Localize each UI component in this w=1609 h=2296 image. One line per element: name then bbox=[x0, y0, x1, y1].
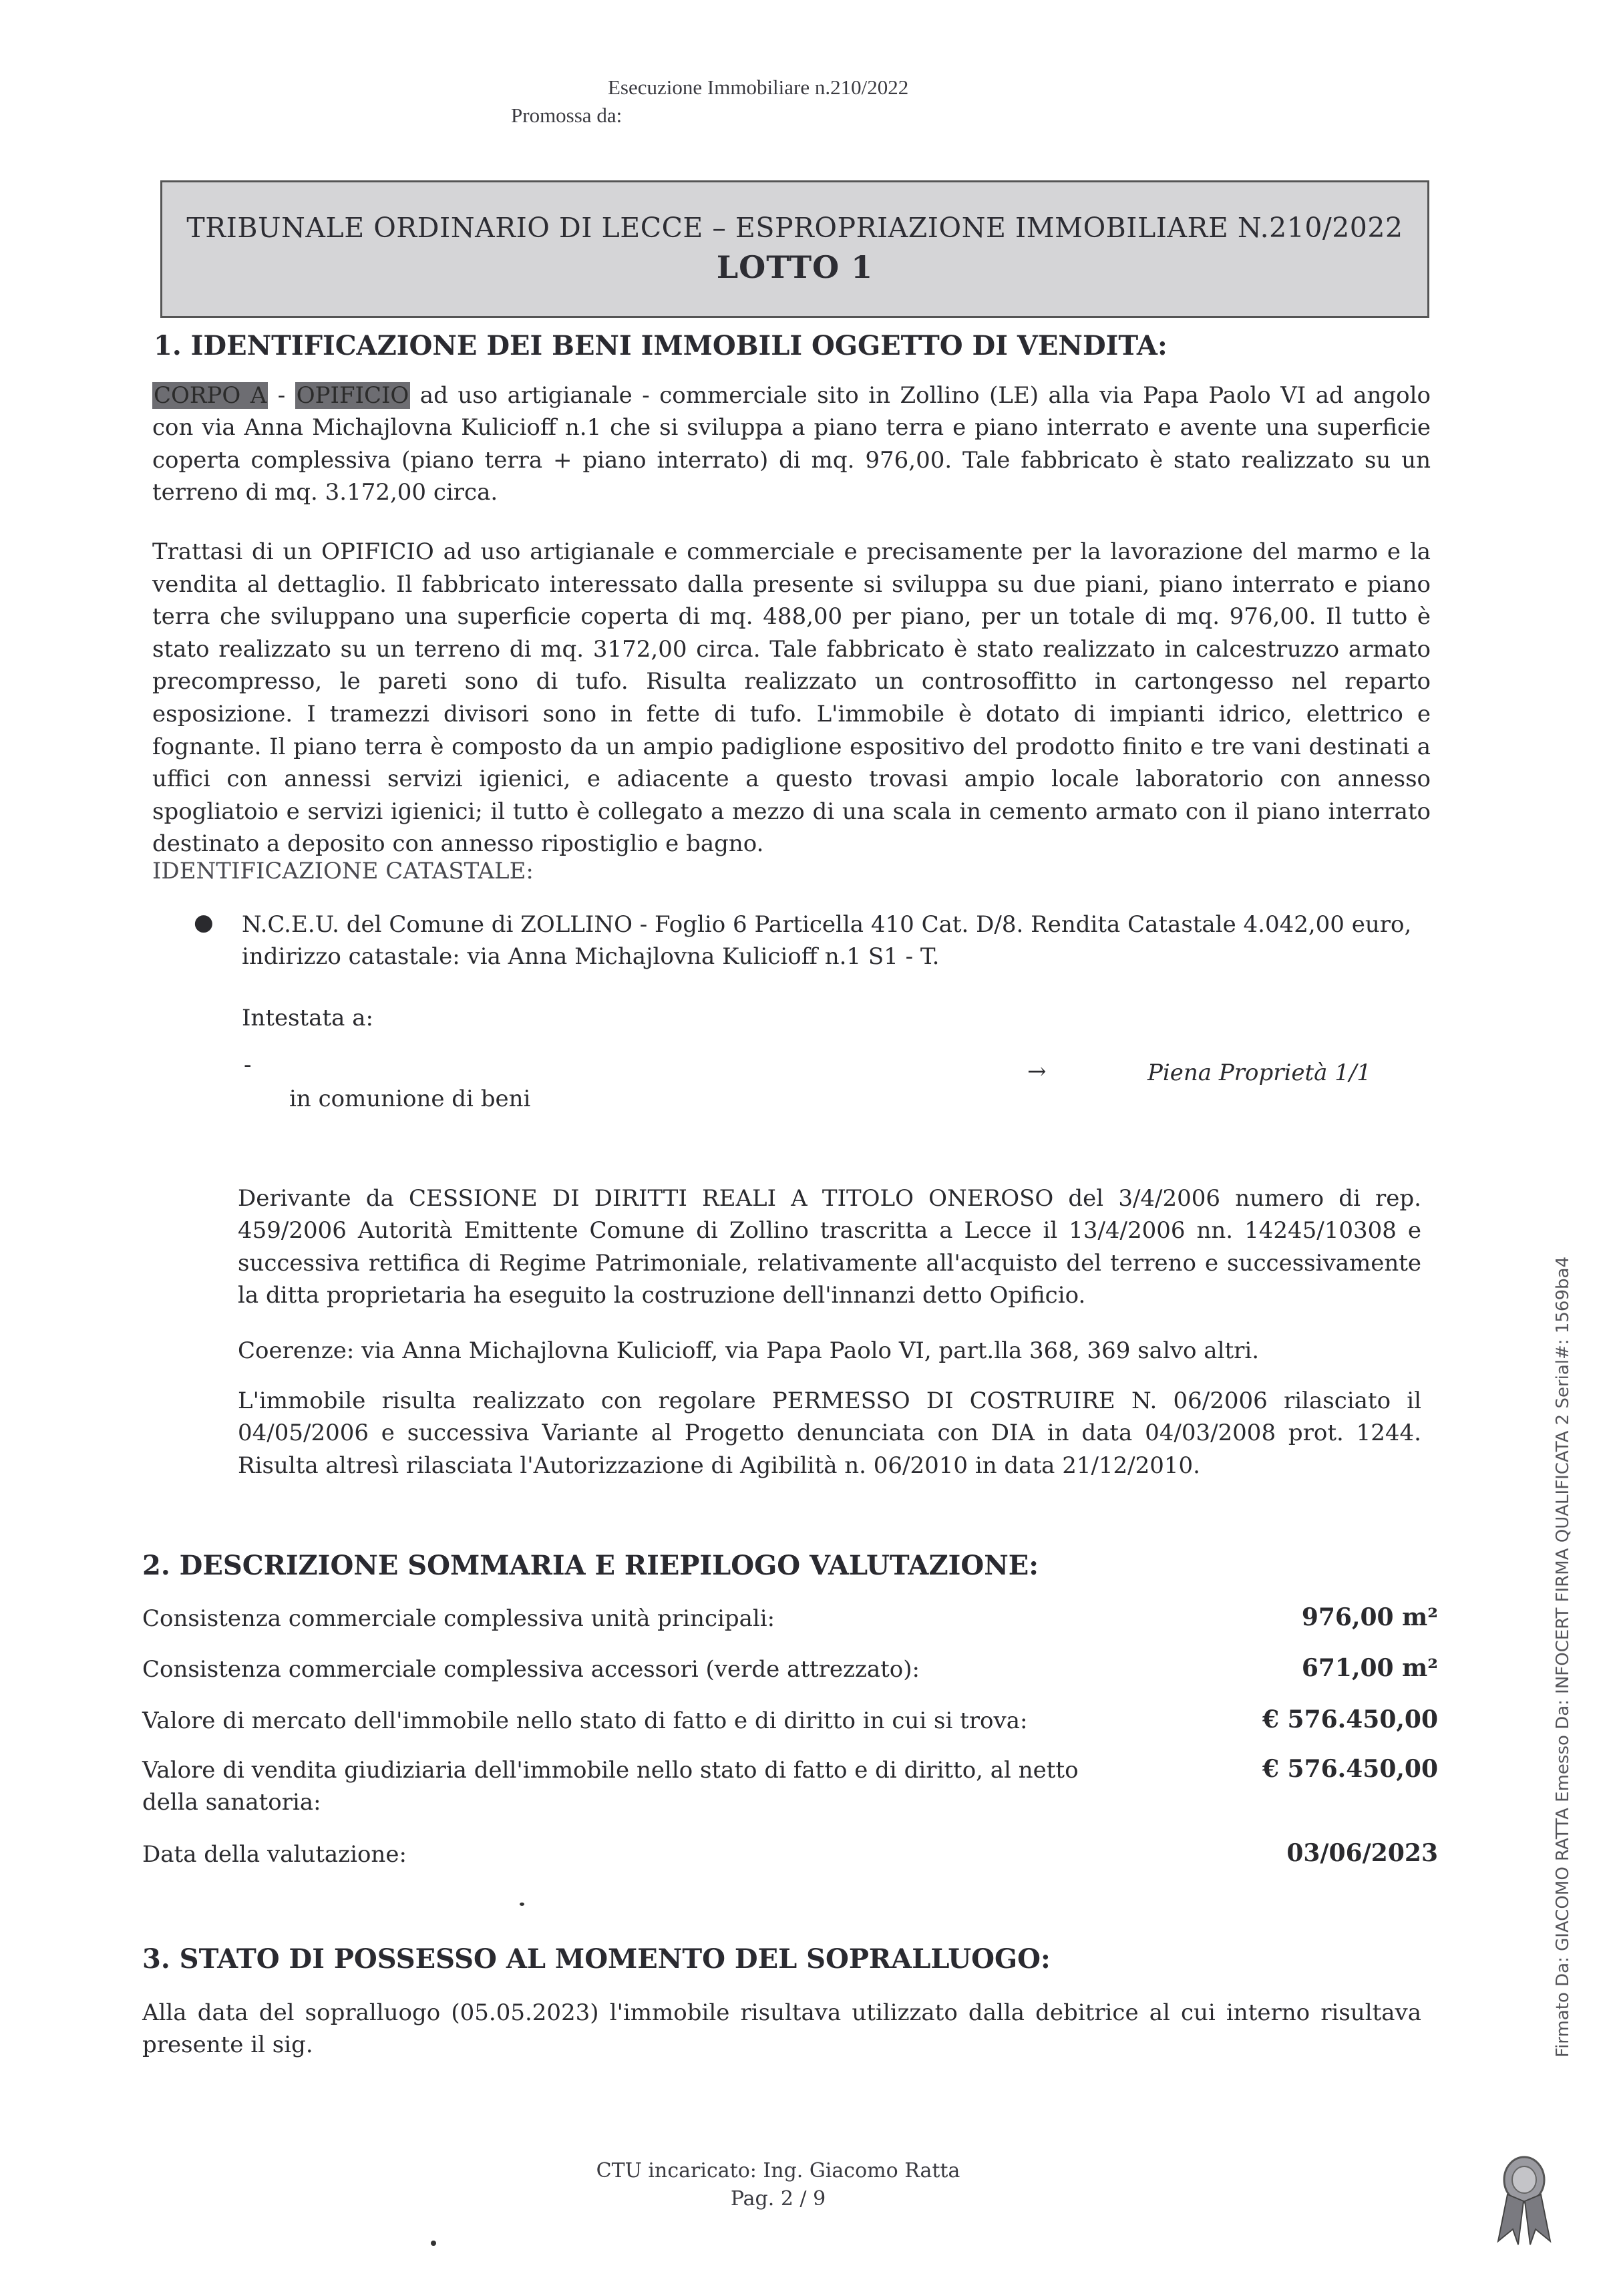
digital-signature-stamp: Firmato Da: GIACOMO RATTA Emesso Da: INFOCERT FIRMA QUALIFICATA 2 Serial#: 1569ba4 bbox=[1553, 1257, 1573, 2058]
scan-mark bbox=[520, 1903, 524, 1906]
summary-label: Valore di mercato dell'immobile nello stato di fatto e di diritto in cui si trova: bbox=[142, 1707, 1028, 1734]
summary-label: Consistenza commerciale complessiva accessori (verde attrezzato): bbox=[142, 1656, 920, 1683]
permesso-text: L'immobile risulta realizzato con regolare PERMESSO DI COSTRUIRE N. 06/2006 rilasciato il 04/05/2006 e successiva Variante al Progetto denunciata con DIA in data 04/03/2008 prot. 1244. Risulta altresì rilasciata l'Autorizzazione di Agibilità n. 06/2010 in data 21/12/2010. bbox=[238, 1387, 1421, 1479]
catastale-heading: IDENTIFICAZIONE CATASTALE: bbox=[152, 858, 534, 884]
comunione-text: in comunione di beni bbox=[289, 1086, 531, 1112]
summary-value: 03/06/2023 bbox=[1286, 1839, 1438, 1867]
arrow-icon: → bbox=[1027, 1058, 1047, 1085]
summary-row bbox=[142, 1839, 1438, 1871]
proprieta-value: Piena Proprietà 1/1 bbox=[1147, 1059, 1371, 1086]
section3-heading: 3. STATO DI POSSESSO AL MOMENTO DEL SOPRALLUOGO: bbox=[142, 1943, 1051, 1975]
title-banner bbox=[160, 180, 1429, 318]
intestata-dash: - bbox=[244, 1051, 252, 1078]
derivante-text: Derivante da CESSIONE DI DIRITTI REALI A TITOLO ONEROSO del 3/4/2006 numero di rep. 459/2006 Autorità Emittente Comune di Zollino trascritta a Lecce il 13/4/2006 nn. 14245/10308 e successiva rettifica di Regime Patrimoniale, relativamente all'acquisto del terreno e successivamente la ditta proprietaria ha eseguito la costruzione dell'innanzi detto Opificio. bbox=[238, 1185, 1421, 1309]
summary-label: Consistenza commerciale complessiva unità principali: bbox=[142, 1605, 775, 1632]
footer-ctu: CTU incaricato: Ing. Giacomo Ratta bbox=[596, 2159, 960, 2182]
summary-row bbox=[142, 1755, 1438, 1818]
section1-heading: 1. IDENTIFICAZIONE DEI BENI IMMOBILI OGGETTO DI VENDITA: bbox=[154, 330, 1168, 361]
coerenze-text: Coerenze: via Anna Michajlovna Kulicioff, via Papa Paolo VI, part.lla 368, 369 salvo altri. bbox=[238, 1337, 1260, 1364]
corpo-label: CORPO A bbox=[154, 382, 267, 409]
seal-icon bbox=[1486, 2148, 1563, 2251]
section1-intro bbox=[152, 379, 1431, 508]
scan-mark bbox=[431, 2241, 436, 2246]
summary-row bbox=[142, 1603, 1438, 1635]
summary-label: Data della valutazione: bbox=[142, 1841, 407, 1868]
catastale-item: N.C.E.U. del Comune di ZOLLINO - Foglio 6 Particella 410 Cat. D/8. Rendita Catastale 4.042,00 euro, indirizzo catastale: via Anna Michajlovna Kulicioff n.1 S1 - T. bbox=[242, 911, 1412, 971]
summary-row bbox=[142, 1705, 1438, 1738]
banner-title: TRIBUNALE ORDINARIO DI LECCE – ESPROPRIAZIONE IMMOBILIARE N.210/2022 bbox=[186, 212, 1403, 244]
banner-lotto: LOTTO 1 bbox=[716, 249, 874, 285]
footer-page: Pag. 2 / 9 bbox=[730, 2187, 826, 2210]
section3-text: Alla data del sopralluogo (05.05.2023) l'immobile risultava utilizzato dalla debitrice al cui interno risultava presente il sig. bbox=[142, 1999, 1421, 2059]
intro-text: ad uso artigianale - commerciale sito in Zollino (LE) alla via Papa Paolo VI ad angolo con via Anna Michajlovna Kulicioff n.1 che si sviluppa a piano terra e piano interrato e avente una superficie coperta complessiva (piano terra + piano interrato) di mq. 976,00. Tale fabbricato è stato realizzato su un terreno di mq. 3.172,00 circa. bbox=[152, 382, 1431, 506]
summary-value: € 576.450,00 bbox=[1262, 1705, 1438, 1734]
section1-description: Trattasi di un OPIFICIO ad uso artigianale e commerciale e precisamente per la lavorazione del marmo e la vendita al dettaglio. Il fabbricato interessato dalla presente si sviluppa su due piani, piano interrato e piano terra che sviluppano una superficie coperta di mq. 488,00 per piano, per un totale di mq. 976,00. Il tutto è stato realizzato su un terreno di mq. 3172,00 circa. Tale fabbricato è stato realizzato in calcestruzzo armato precompresso, le pareti sono di tufo. Risulta realizzato un controsoffitto in cartongesso nel reparto esposizione. I tramezzi divisori sono in fette di tufo. L'immobile è dotato di impianti idrico, elettrico e fognante. Il piano terra è composto da un ampio padiglione espositivo del prodotto finito e tre vani destinati a uffici con annessi servizi igienici, e adiacente a questo trovasi ampio locale laboratorio con annesso spogliatoio e servizi igienici; il tutto è collegato a mezzo di una scala in cemento armato con il piano interrato destinato a deposito con annesso ripostiglio e bagno. bbox=[152, 538, 1431, 858]
header-promossa: Promossa da: bbox=[511, 104, 622, 127]
intro-separator: - bbox=[268, 382, 295, 409]
opificio-label: OPIFICIO bbox=[296, 382, 409, 409]
summary-value: € 576.450,00 bbox=[1262, 1755, 1438, 1783]
header-case-number: Esecuzione Immobiliare n.210/2022 bbox=[608, 75, 909, 99]
bullet-dot: ● bbox=[194, 909, 214, 936]
summary-row bbox=[142, 1654, 1438, 1686]
summary-value: 976,00 m² bbox=[1301, 1603, 1438, 1631]
summary-value: 671,00 m² bbox=[1301, 1654, 1438, 1682]
section2-heading: 2. DESCRIZIONE SOMMARIA E RIEPILOGO VALUTAZIONE: bbox=[142, 1550, 1039, 1581]
intestata-label: Intestata a: bbox=[242, 1005, 373, 1031]
summary-label: Valore di vendita giudiziaria dell'immobile nello stato di fatto e di diritto, al netto della sanatoria: bbox=[142, 1757, 1079, 1816]
